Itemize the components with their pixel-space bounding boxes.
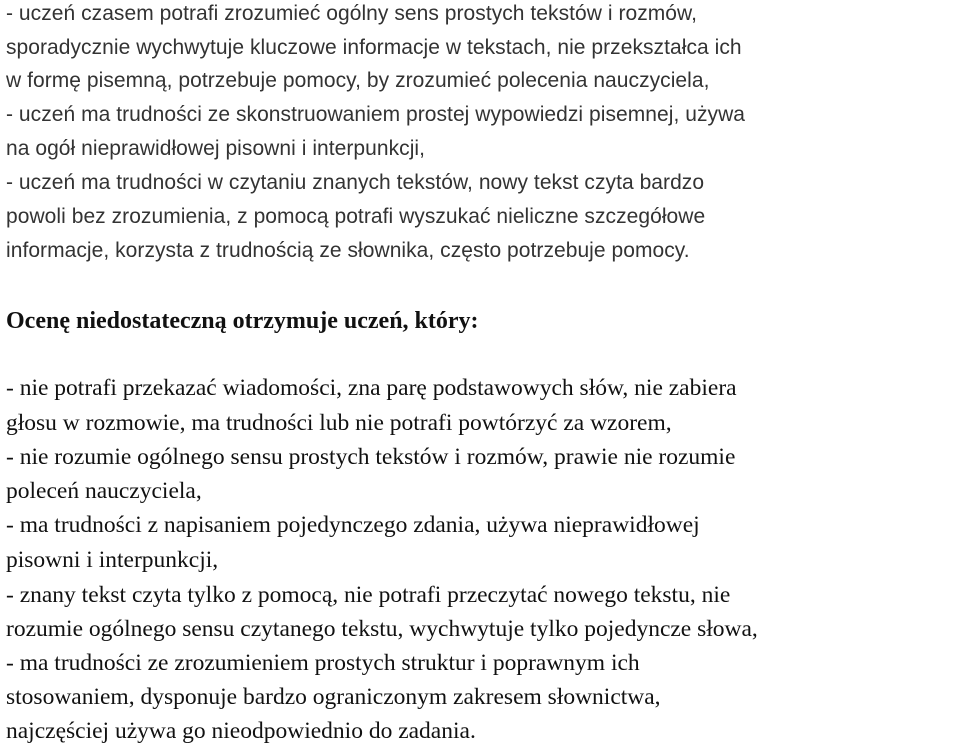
grade-line-5: - ma trudności z napisaniem pojedynczego zdania, używa nieprawidłowej: [6, 512, 700, 538]
top-line-2: sporadycznie wychwytuje kluczowe informacje w tekstach, nie przekształca ich: [6, 36, 742, 59]
top-line-7: powoli bez zrozumienia, z pomocą potrafi wyszukać nieliczne szczegółowe: [6, 205, 706, 228]
grade-line-10: stosowaniem, dysponuje bardzo ograniczonym zakresem słownictwa,: [6, 684, 661, 710]
top-line-1: - uczeń czasem potrafi zrozumieć ogólny sens prostych tekstów i rozmów,: [6, 2, 697, 25]
grade-line-9: - ma trudności ze zrozumieniem prostych struktur i poprawnym ich: [6, 650, 640, 676]
top-line-6: - uczeń ma trudności w czytaniu znanych tekstów, nowy tekst czyta bardzo: [6, 171, 705, 194]
top-line-8: informacje, korzysta z trudnością ze słownika, często potrzebuje pomocy.: [6, 239, 690, 262]
top-line-5: na ogół nieprawidłowej pisowni i interpunkcji,: [6, 137, 426, 160]
grade-line-11: najczęściej używa go nieodpowiednio do zadania.: [6, 718, 476, 744]
grade-line-2: głosu w rozmowie, ma trudności lub nie potrafi powtórzyć za wzorem,: [6, 410, 672, 436]
grade-line-8: rozumie ogólnego sensu czytanego tekstu, wychwytuje tylko pojedyncze słowa,: [6, 616, 758, 642]
top-line-3: w formę pisemną, potrzebuje pomocy, by zrozumieć polecenia nauczyciela,: [6, 69, 710, 92]
top-line-4: - uczeń ma trudności ze skonstruowaniem prostej wypowiedzi pisemnej, używa: [6, 103, 746, 126]
grade-line-1: - nie potrafi przekazać wiadomości, zna parę podstawowych słów, nie zabiera: [6, 375, 737, 401]
grade-line-4: poleceń nauczyciela,: [6, 478, 202, 504]
grade-line-7: - znany tekst czyta tylko z pomocą, nie potrafi przeczytać nowego tekstu, nie: [6, 582, 731, 608]
grade-line-6: pisowni i interpunkcji,: [6, 547, 219, 573]
grade-line-3: - nie rozumie ogólnego sensu prostych tekstów i rozmów, prawie nie rozumie: [6, 444, 736, 470]
section-heading: Ocenę niedostateczną otrzymuje uczeń, który:: [6, 308, 479, 334]
